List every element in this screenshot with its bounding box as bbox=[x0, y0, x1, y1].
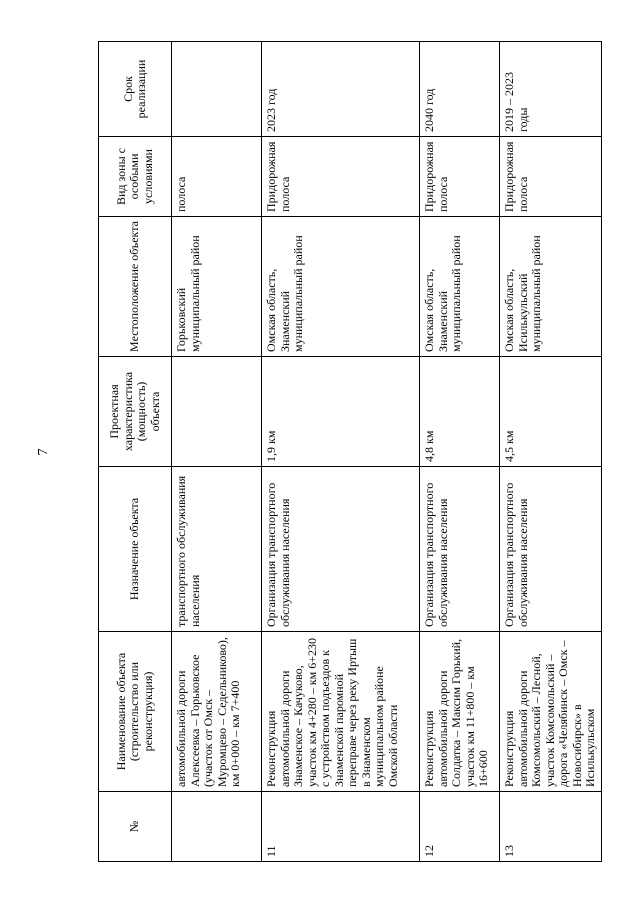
cell-deadline: 2019 – 2023 годы bbox=[500, 42, 602, 137]
cell-location: Горьковский муниципальный район bbox=[172, 217, 262, 357]
cell-zone-type: Придорожная полоса bbox=[420, 137, 500, 217]
cell-number: 13 bbox=[500, 792, 602, 862]
header-deadline: Срок реализации bbox=[99, 42, 172, 137]
cell-number: 11 bbox=[262, 792, 420, 862]
table-header-row bbox=[99, 42, 172, 862]
cell-location: Омская область, Знаменский муниципальный район bbox=[420, 217, 500, 357]
header-purpose: Назначение объекта bbox=[99, 467, 172, 632]
cell-purpose: Организация транспортного обслуживания населения bbox=[420, 467, 500, 632]
cell-object-name: Реконструкция автомобильной дороги Солдатка – Максим Горький, участок км 11+800 – км 16+600 bbox=[420, 632, 500, 792]
header-object-name: Наименование объекта (строительство или реконструкция) bbox=[99, 632, 172, 792]
cell-zone-type: Придорожная полоса bbox=[262, 137, 420, 217]
cell-deadline: 2040 год bbox=[420, 42, 500, 137]
cell-capacity: 4,5 км bbox=[500, 357, 602, 467]
cell-object-name: автомобильной дороги Алексеевка – Горьковское (участок от Омск – Муромцево – Седельниково), км 0+000 – км 7+400 bbox=[172, 632, 262, 792]
cell-location: Омская область, Знаменский муниципальный район bbox=[262, 217, 420, 357]
cell-location: Омская область, Исилькульский муниципальный район bbox=[500, 217, 602, 357]
cell-object-name: Реконструкция автомобильной дороги Комсомольский – Лесной, участок Комсомольский – дорога «Челябинск – Омск – Новосибирск» в Исилькульском bbox=[500, 632, 602, 792]
table-row bbox=[420, 42, 500, 862]
table-row bbox=[500, 42, 602, 862]
table-row bbox=[262, 42, 420, 862]
cell-zone-type: Придорожная полоса bbox=[500, 137, 602, 217]
rotated-table-wrapper bbox=[98, 42, 597, 862]
cell-number bbox=[172, 792, 262, 862]
cell-capacity: 1,9 км bbox=[262, 357, 420, 467]
objects-table bbox=[98, 41, 602, 862]
cell-capacity bbox=[172, 357, 262, 467]
cell-zone-type: полоса bbox=[172, 137, 262, 217]
cell-deadline bbox=[172, 42, 262, 137]
cell-object-name: Реконструкция автомобильной дороги Знаменское – Качуково, участок км 4+280 – км 6+230 с устройством подъездов к Знаменской паромной переправе через реку Иртыш в Знаменском муниципальном районе Омской области bbox=[262, 632, 420, 792]
header-location: Местоположение объекта bbox=[99, 217, 172, 357]
header-capacity: Проектная характеристика (мощность) объекта bbox=[99, 357, 172, 467]
header-zone-type: Вид зоны с особыми условиями bbox=[99, 137, 172, 217]
cell-purpose: Организация транспортного обслуживания населения bbox=[262, 467, 420, 632]
cell-purpose: транспортного обслуживания населения bbox=[172, 467, 262, 632]
table-row bbox=[172, 42, 262, 862]
cell-deadline: 2023 год bbox=[262, 42, 420, 137]
cell-purpose: Организация транспортного обслуживания населения bbox=[500, 467, 602, 632]
page-number: 7 bbox=[36, 448, 51, 456]
cell-number: 12 bbox=[420, 792, 500, 862]
cell-capacity: 4,8 км bbox=[420, 357, 500, 467]
header-number: № bbox=[99, 792, 172, 862]
